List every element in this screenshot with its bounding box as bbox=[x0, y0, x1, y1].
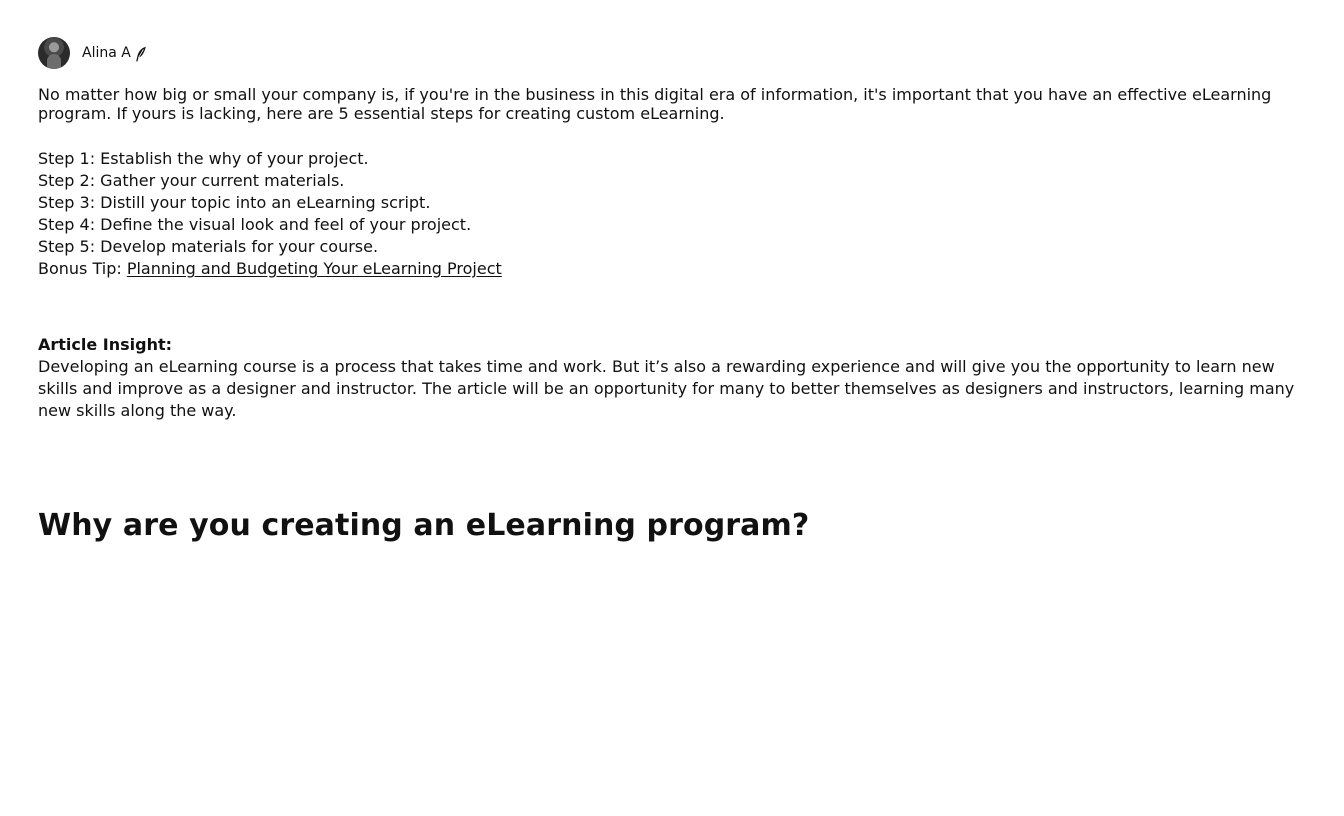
author-avatar[interactable] bbox=[38, 37, 70, 69]
article-page bbox=[38, 37, 1300, 544]
insight-text: Developing an eLearning course is a process that takes time and work. But it’s also a rewarding experience and will give you the opportunity to learn new skills and improve as a designer and instructor. The article will be an opportunity for many to better themselves as designers and instructors, learning many new skills along the way. bbox=[38, 357, 1295, 420]
steps-list bbox=[38, 148, 1300, 280]
step-4: Step 4: Define the visual look and feel of your project. bbox=[38, 215, 472, 234]
author-name[interactable]: Alina A bbox=[82, 45, 131, 61]
feather-icon bbox=[135, 46, 147, 62]
author-row[interactable] bbox=[38, 37, 1300, 69]
article-insight bbox=[38, 334, 1300, 422]
step-2: Step 2: Gather your current materials. bbox=[38, 171, 345, 190]
bonus-tip-link[interactable]: Planning and Budgeting Your eLearning Project bbox=[126, 259, 502, 278]
bonus-tip bbox=[38, 258, 1300, 280]
section-heading: Why are you creating an eLearning program? bbox=[38, 508, 810, 543]
intro-paragraph: No matter how big or small your company is, if you're in the business in this digital era of information, it's important that you have an effective eLearning program. If yours is lacking, here are 5 essential steps for creating custom eLearning. bbox=[38, 85, 1272, 123]
bonus-tip-label: Bonus Tip: bbox=[38, 259, 127, 278]
insight-title: Article Insight: bbox=[38, 335, 173, 354]
step-3: Step 3: Distill your topic into an eLearning script. bbox=[38, 193, 431, 212]
step-1: Step 1: Establish the why of your project. bbox=[38, 149, 369, 168]
step-5: Step 5: Develop materials for your course. bbox=[38, 237, 379, 256]
